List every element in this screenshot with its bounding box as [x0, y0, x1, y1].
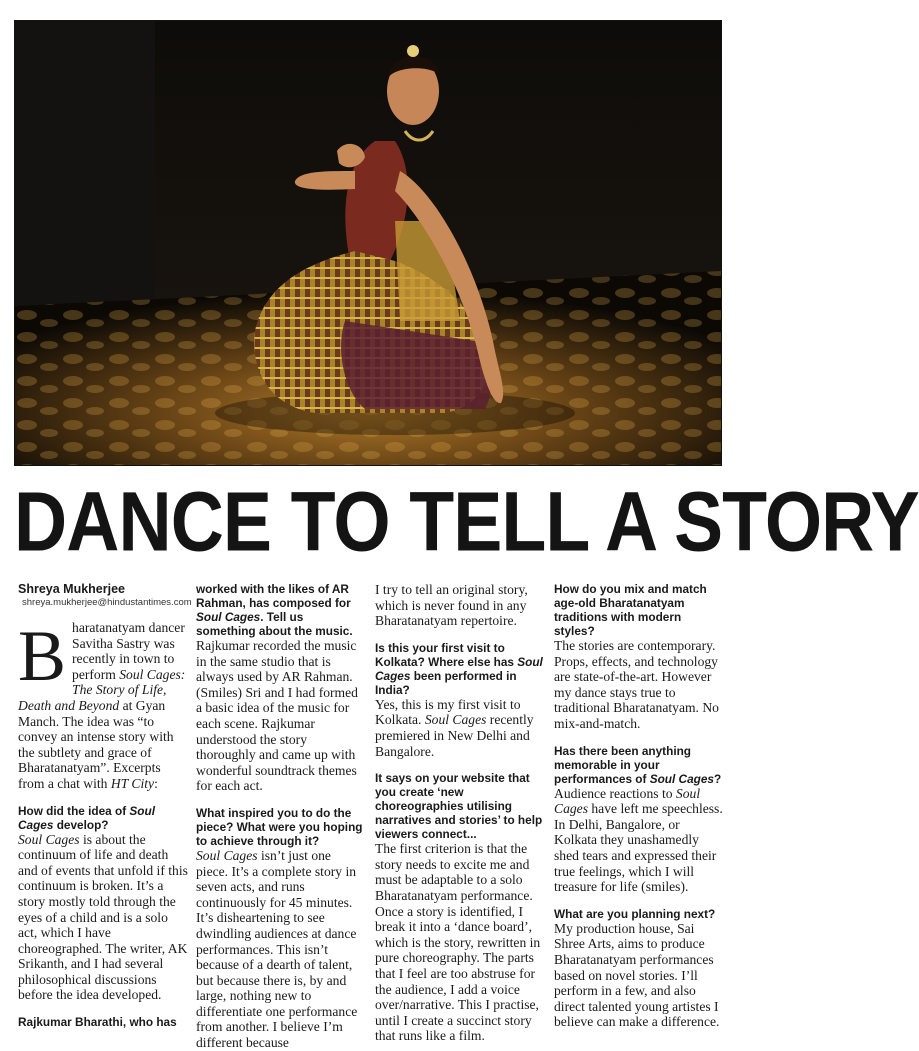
answer-7: Audience reactions to Soul Cages have left me speechless. In Delhi, Bangalore, or Kolkata they unashamedly shed tears and expressed their true feelings, which I will treasure for life (smiles).: [554, 785, 723, 895]
article-column-4: [554, 582, 724, 1030]
answer-5: The first criterion is that the story needs to excite me and must be adaptable to a solo Bharatanatyam performance. Once a story is identified, I break it into a ‘dance board’, which is the story, rewritten in pure choreography. The parts that I feel are too abstruse for the audience, I add a voice over/narrative. This I practise, until I create a succinct story that runs like a film.: [375, 841, 541, 1044]
answer-4: Yes, this is my first visit to Kolkata. Soul Cages recently premiered in New Delhi and Bangalore.: [375, 696, 534, 759]
question-3: What inspired you to do the piece? What were you hoping to achieve through it?: [196, 805, 363, 848]
byline-name: Shreya Mukherjee: [18, 582, 125, 596]
question-6: How do you mix and match age-old Bharatanatyam traditions with modern styles?: [554, 582, 707, 638]
answer-3-continued: I try to tell an original story, which is never found in any Bharatanatyam repertoire.: [375, 582, 528, 629]
article-column-1: [18, 582, 192, 1030]
dancer-photo: [14, 20, 722, 466]
article-column-3: [375, 582, 545, 1044]
question-8: What are you planning next?: [554, 906, 716, 921]
article-column-2: [196, 582, 366, 1051]
question-1: How did the idea of Soul Cages develop?: [18, 803, 155, 832]
question-2-start: Rajkumar Bharathi, who has: [18, 1015, 177, 1030]
answer-1: Soul Cages is about the continuum of life and death and of events that unfold if this continuum is broken. It’s a story mostly told through the eyes of a child and is a solo act, which I have choreographed. The writer, AK Srikanth, and I had several philosophical discussions before the idea developed.: [18, 831, 188, 1003]
answer-8: My production house, Sai Shree Arts, aims to produce Bharatanatyam performances based on novel stories. I’ll perform in a few, and also direct talented young artistes I believe can make a difference.: [554, 920, 720, 1030]
byline-email[interactable]: shreya.mukherjee@hindustantimes.com: [22, 597, 192, 608]
headline: DANCE TO TELL A STORY: [14, 474, 919, 569]
question-2: worked with the likes of AR Rahman, has composed for Soul Cages. Tell us something about the music.: [196, 582, 353, 638]
answer-3: Soul Cages isn’t just one piece. It’s a complete story in seven acts, and runs continuously for 45 minutes. It’s disheartening to see dwindling audiences at dance performances. This isn’t because of a dearth of talent, but because there is, by and large, nothing new to differentiate one performance from another. I believe I’m different because: [196, 847, 358, 1051]
intro-paragraph: Bharatanatyam dancer Savitha Sastry was recently in town to perform Soul Cages: The Story of Life, Death and Beyond at Gyan Manch. The idea was “to convey an intense story with the subtlety and grace of Bharatanatyam”. Excerpts from a chat with HT City:: [18, 616, 186, 791]
drop-cap: B: [18, 616, 67, 696]
question-7: Has there been anything memorable in your performances of Soul Cages?: [554, 743, 722, 786]
answer-6: The stories are contemporary. Props, effects, and technology are state-of-the-art. However my dance stays true to traditional Bharatanatyam. No mix-and-match.: [554, 638, 719, 731]
question-4: Is this your first visit to Kolkata? Where else has Soul Cages been performed in India?: [375, 640, 543, 697]
dancer-illustration: [15, 21, 721, 465]
question-5: It says on your website that you create ‘new choreographies utilising narratives and stories’ to help viewers connect...: [375, 771, 543, 842]
answer-2: Rajkumar recorded the music in the same studio that is always used by AR Rahman. (Smiles) Sri and I had formed a basic idea of the music for each scene. Rajkumar understood the story thoroughly and came up with wonderful soundtrack themes for each act.: [196, 638, 358, 794]
